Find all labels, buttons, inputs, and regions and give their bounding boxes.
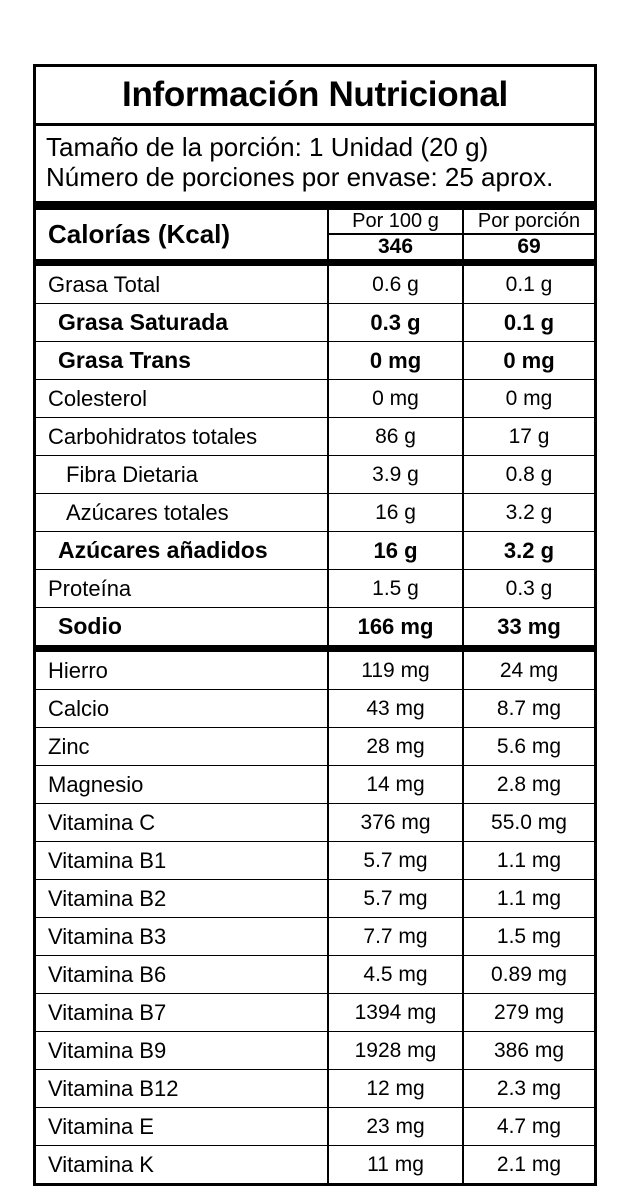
nutrition-facts-panel xyxy=(33,64,597,1186)
nutrient-per-serving: 33 mg xyxy=(497,613,561,639)
table-row xyxy=(36,1108,594,1146)
table-row xyxy=(36,342,594,380)
table-row xyxy=(36,842,594,880)
nutrient-name: Grasa Trans xyxy=(36,342,328,380)
table-row xyxy=(36,494,594,532)
table-row xyxy=(36,1070,594,1108)
nutrient-per-serving: 0.1 g xyxy=(463,263,594,304)
nutrient-per-serving: 0.8 g xyxy=(463,456,594,494)
nutrient-name: Fibra Dietaria xyxy=(36,456,328,494)
nutrient-per-serving: 55.0 mg xyxy=(463,804,594,842)
nutrient-name: Vitamina B12 xyxy=(36,1070,328,1108)
nutrient-per-serving: 3.2 g xyxy=(463,494,594,532)
nutrient-name: Vitamina K xyxy=(36,1146,328,1184)
nutrient-per-100g: 16 g xyxy=(328,532,463,570)
nutrient-per-100g: 86 g xyxy=(328,418,463,456)
nutrient-per-serving: 0.89 mg xyxy=(463,956,594,994)
nutrient-name: Grasa Saturada xyxy=(36,304,328,342)
calories-per-serving: 69 xyxy=(517,235,541,259)
nutrient-per-100g: 43 mg xyxy=(328,690,463,728)
table-row xyxy=(36,418,594,456)
nutrient-per-serving: 17 g xyxy=(463,418,594,456)
nutrient-per-serving: 0 mg xyxy=(463,342,594,380)
table-row xyxy=(36,1032,594,1070)
nutrient-per-100g: 28 mg xyxy=(328,728,463,766)
nutrient-name: Magnesio xyxy=(36,766,328,804)
nutrient-per-serving: 2.1 mg xyxy=(496,1152,562,1176)
table-row xyxy=(36,880,594,918)
nutrient-per-100g: 4.5 mg xyxy=(328,956,463,994)
nutrient-per-100g: 0 mg xyxy=(328,380,463,418)
table-row xyxy=(36,766,594,804)
calories-label: Calorías (Kcal) xyxy=(36,210,328,259)
nutrient-per-serving: 1.5 mg xyxy=(463,918,594,956)
nutrient-per-serving: 386 mg xyxy=(463,1032,594,1070)
nutrient-per-serving: 279 mg xyxy=(463,994,594,1032)
serving-info xyxy=(36,126,594,210)
calories-per-100g: 346 xyxy=(328,234,463,259)
nutrient-name: Vitamina C xyxy=(36,804,328,842)
table-row xyxy=(36,570,594,608)
nutrient-per-serving: 4.7 mg xyxy=(463,1108,594,1146)
serving-size-text: Tamaño de la porción: 1 Unidad (20 g) xyxy=(46,131,489,162)
table-row xyxy=(36,304,594,342)
nutrient-per-100g: 0 mg xyxy=(328,342,463,380)
nutrient-per-serving: 1.1 mg xyxy=(463,842,594,880)
micronutrients-section xyxy=(36,649,594,1184)
nutrient-per-100g: 5.7 mg xyxy=(328,880,463,918)
table-row xyxy=(36,956,594,994)
table-row xyxy=(36,532,594,570)
nutrient-name: Hierro xyxy=(36,649,328,690)
nutrient-per-serving: 1.1 mg xyxy=(463,880,594,918)
table-row xyxy=(36,456,594,494)
nutrient-name: Vitamina B9 xyxy=(36,1032,328,1070)
nutrient-name: Vitamina B6 xyxy=(36,956,328,994)
table-row xyxy=(36,728,594,766)
calories-row xyxy=(36,210,594,234)
nutrient-name: Carbohidratos totales xyxy=(36,418,328,456)
nutrient-per-100g: 166 mg xyxy=(328,608,463,646)
nutrient-per-100g: 7.7 mg xyxy=(328,918,463,956)
table-row xyxy=(36,918,594,956)
nutrient-per-100g: 1.5 g xyxy=(328,570,463,608)
nutrient-per-100g: 5.7 mg xyxy=(328,842,463,880)
nutrient-name: Zinc xyxy=(36,728,328,766)
nutrient-per-100g: 0.3 g xyxy=(328,304,463,342)
nutrition-table xyxy=(36,210,594,1183)
column-header-per-serving: Por porción xyxy=(463,210,594,234)
nutrient-per-serving: 2.3 mg xyxy=(463,1070,594,1108)
column-header-per-100g: Por 100 g xyxy=(328,210,463,234)
nutrient-name: Colesterol xyxy=(36,380,328,418)
table-row xyxy=(36,804,594,842)
nutrient-per-100g: 16 g xyxy=(328,494,463,532)
nutrient-per-100g: 119 mg xyxy=(328,649,463,690)
nutrient-per-100g: 1394 mg xyxy=(328,994,463,1032)
nutrient-name: Sodio xyxy=(36,608,328,646)
table-row xyxy=(36,1146,594,1184)
nutrient-name: Vitamina B1 xyxy=(36,842,328,880)
nutrient-per-100g: 14 mg xyxy=(328,766,463,804)
nutrient-name: Grasa Total xyxy=(36,263,328,304)
nutrient-per-serving: 0.3 g xyxy=(463,570,594,608)
nutrient-per-serving: 5.6 mg xyxy=(463,728,594,766)
nutrient-name: Azúcares añadidos xyxy=(36,532,328,570)
servings-per-container-text: Número de porciones por envase: 25 aprox. xyxy=(46,162,554,193)
nutrient-per-serving: 0.1 g xyxy=(463,304,594,342)
nutrient-per-100g: 1928 mg xyxy=(328,1032,463,1070)
nutrient-name: Vitamina B2 xyxy=(36,880,328,918)
table-row xyxy=(36,608,594,646)
nutrient-name: Vitamina B3 xyxy=(36,918,328,956)
nutrient-per-serving: 3.2 g xyxy=(463,532,594,570)
nutrient-per-100g: 0.6 g xyxy=(328,263,463,304)
nutrient-per-serving: 0 mg xyxy=(463,380,594,418)
table-row xyxy=(36,649,594,690)
table-row xyxy=(36,690,594,728)
table-row xyxy=(36,994,594,1032)
nutrient-per-100g: 11 mg xyxy=(328,1146,463,1184)
nutrient-per-serving: 2.8 mg xyxy=(463,766,594,804)
nutrient-per-serving: 8.7 mg xyxy=(463,690,594,728)
nutrient-name: Vitamina B7 xyxy=(36,994,328,1032)
nutrient-per-serving: 24 mg xyxy=(463,649,594,690)
nutrient-per-100g: 23 mg xyxy=(328,1108,463,1146)
nutrient-name: Vitamina E xyxy=(36,1108,328,1146)
nutrient-name: Calcio xyxy=(36,690,328,728)
nutrient-per-100g: 376 mg xyxy=(328,804,463,842)
nutrient-per-100g: 12 mg xyxy=(328,1070,463,1108)
nutrient-name: Azúcares totales xyxy=(36,494,328,532)
table-row xyxy=(36,263,594,304)
page-title: Información Nutricional xyxy=(36,67,594,126)
nutrient-name: Proteína xyxy=(36,570,328,608)
nutrient-per-100g: 3.9 g xyxy=(328,456,463,494)
macros-section xyxy=(36,263,594,646)
table-row xyxy=(36,380,594,418)
